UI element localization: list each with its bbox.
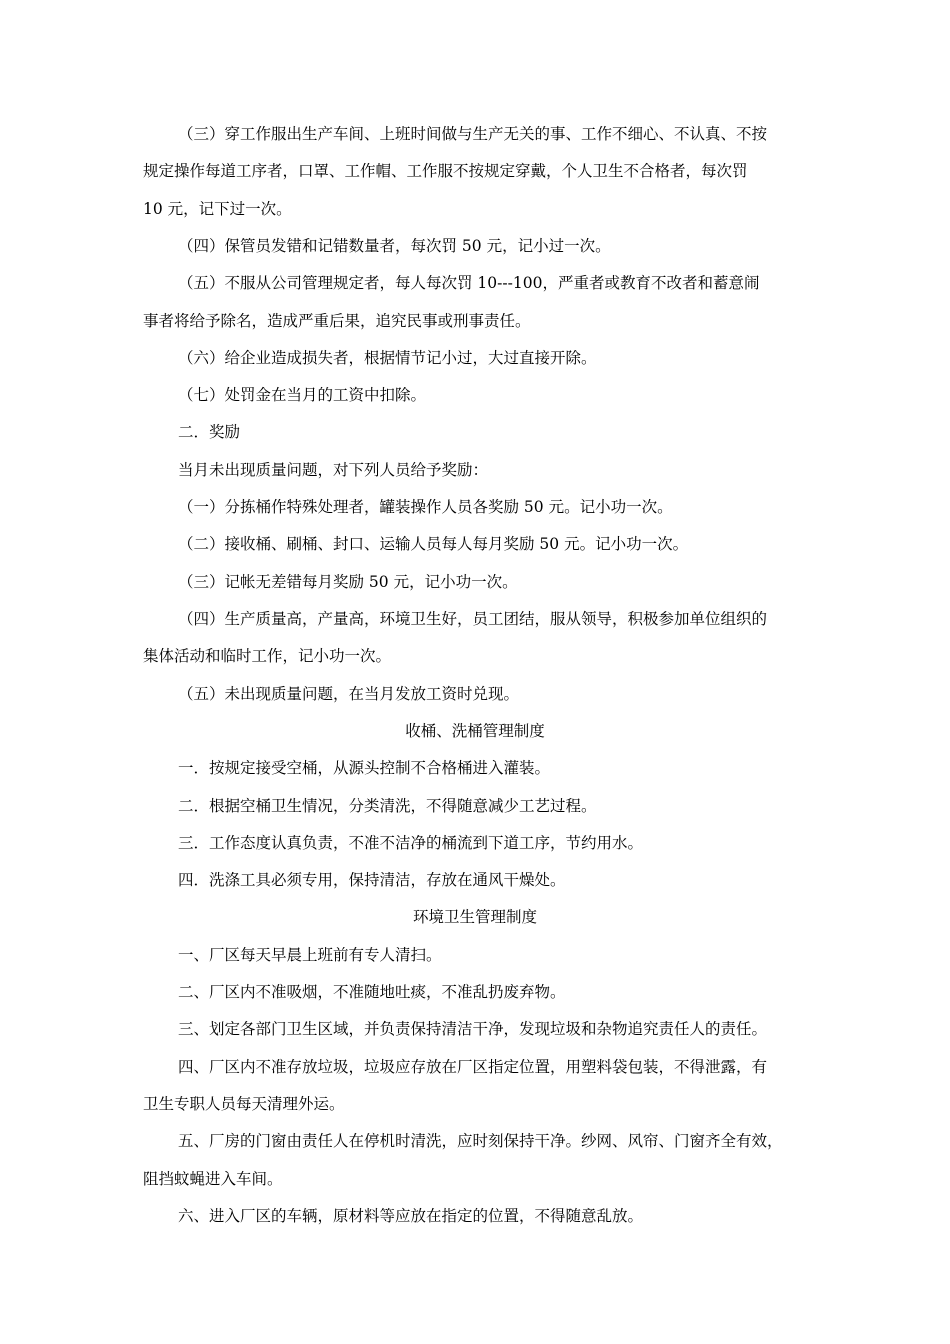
paragraph-line: （二）接收桶、刷桶、封口、运输人员每人每月奖励 50 元。记小功一次。 (178, 535, 689, 553)
paragraph-line: （四）保管员发错和记错数量者，每次罚 50 元，记小过一次。 (178, 237, 611, 255)
section-title: 环境卫生管理制度 (412, 908, 537, 926)
paragraph-line: （七）处罚金在当月的工资中扣除。 (178, 386, 427, 404)
paragraph-line: （五）不服从公司管理规定者，每人每次罚 10---100，严重者或教育不改者和蓄意闹 (178, 274, 760, 292)
paragraph-line: 二．根据空桶卫生情况，分类清洗，不得随意减少工艺过程。 (178, 797, 597, 815)
paragraph-line: 一．按规定接受空桶，从源头控制不合格桶进入灌装。 (178, 759, 551, 777)
paragraph-line: （三）穿工作服出生产车间、上班时间做与生产无关的事、工作不细心、不认真、不按 (178, 125, 768, 143)
paragraph-line: 阻挡蚊蝇进入车间。 (143, 1170, 283, 1188)
section-heading: 二．奖励 (178, 423, 241, 441)
paragraph-line: 四．洗涤工具必须专用，保持清洁，存放在通风干燥处。 (178, 871, 566, 889)
paragraph-line: 三．工作态度认真负责，不准不洁净的桶流到下道工序，节约用水。 (178, 834, 644, 852)
paragraph-line: 集体活动和临时工作，记小功一次。 (143, 647, 392, 665)
section-title: 收桶、洗桶管理制度 (405, 722, 545, 740)
paragraph-line: （四）生产质量高，产量高，环境卫生好，员工团结，服从领导，积极参加单位组织的 (178, 610, 768, 628)
paragraph-line: 卫生专职人员每天清理外运。 (143, 1095, 345, 1113)
paragraph-line: 六、进入厂区的车辆，原材料等应放在指定的位置，不得随意乱放。 (178, 1207, 644, 1225)
paragraph-line: 四、厂区内不准存放垃圾，垃圾应存放在厂区指定位置，用塑料袋包装，不得泄露，有 (178, 1058, 768, 1076)
paragraph-line: 10 元，记下过一次。 (143, 200, 292, 218)
paragraph-line: 事者将给予除名，造成严重后果，追究民事或刑事责任。 (143, 312, 531, 330)
paragraph-line: 规定操作每道工序者，口罩、工作帽、工作服不按规定穿戴，个人卫生不合格者，每次罚 (143, 162, 748, 180)
paragraph-line: （六）给企业造成损失者，根据情节记小过，大过直接开除。 (178, 349, 597, 367)
paragraph-line: （一）分拣桶作特殊处理者，罐装操作人员各奖励 50 元。记小功一次。 (178, 498, 673, 516)
paragraph-line: 三、划定各部门卫生区域，并负责保持清洁干净，发现垃圾和杂物追究责任人的责任。 (178, 1020, 768, 1038)
paragraph-line: 五、厂房的门窗由责任人在停机时清洗，应时刻保持干净。纱网、风帘、门窗齐全有效， (178, 1132, 783, 1150)
paragraph-line: 当月未出现质量问题，对下列人员给予奖励： (178, 461, 489, 479)
paragraph-line: （五）未出现质量问题，在当月发放工资时兑现。 (178, 685, 520, 703)
paragraph-line: 二、厂区内不准吸烟，不准随地吐痰，不准乱扔废弃物。 (178, 983, 566, 1001)
paragraph-line: 一、厂区每天早晨上班前有专人清扫。 (178, 946, 442, 964)
paragraph-line: （三）记帐无差错每月奖励 50 元，记小功一次。 (178, 573, 518, 591)
